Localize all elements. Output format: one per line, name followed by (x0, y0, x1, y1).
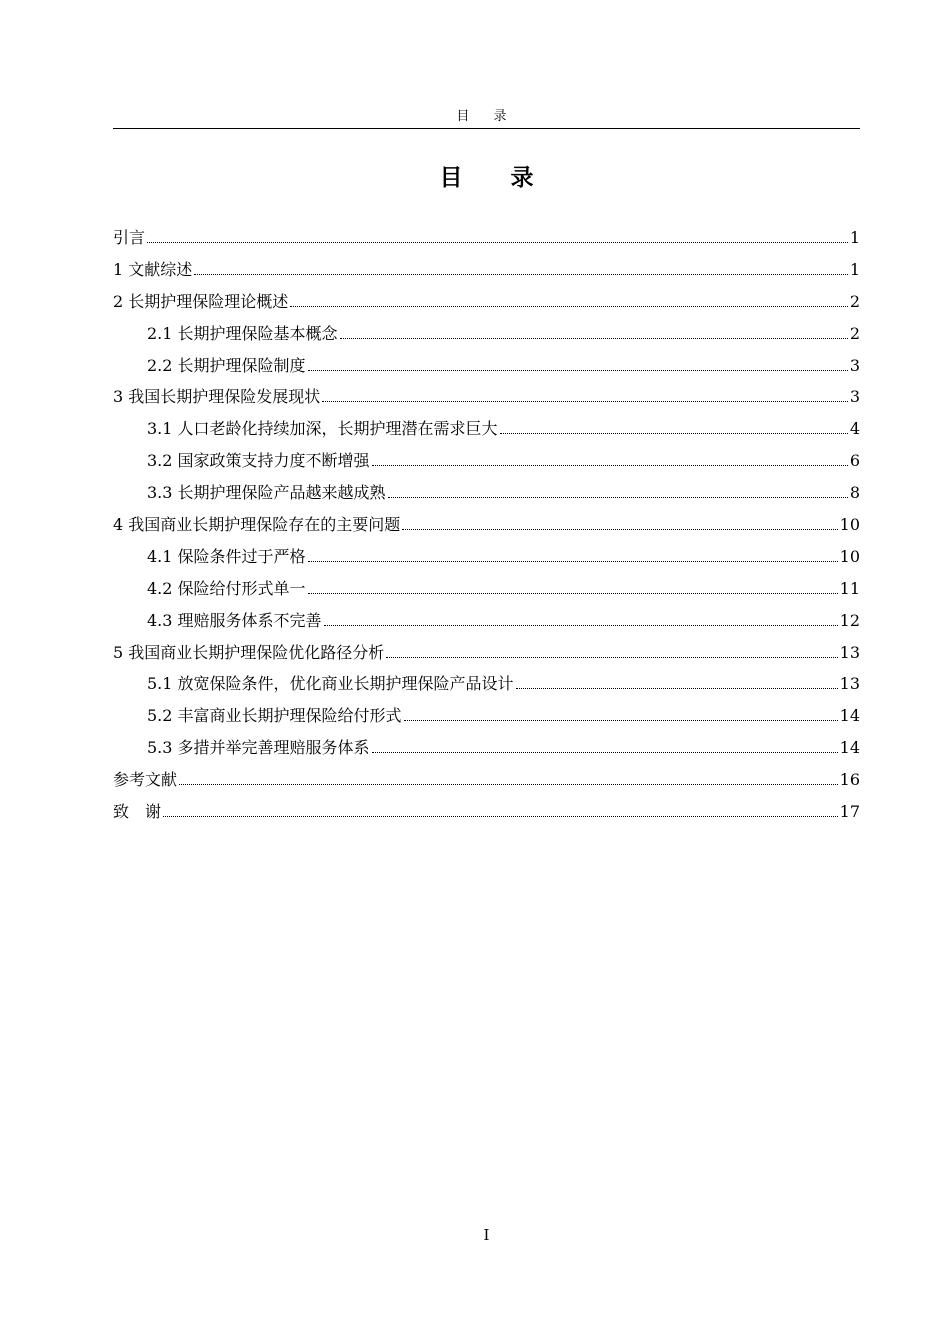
toc-entry[interactable] (113, 222, 860, 254)
toc-entry-page: 10 (839, 515, 860, 535)
toc-entry[interactable] (113, 254, 860, 286)
toc-entry-page: 3 (849, 355, 860, 375)
toc-dot-leader (500, 433, 848, 434)
toc-entry-label: 4 我国商业长期护理保险存在的主要问题 (113, 515, 401, 535)
toc-dot-leader (324, 625, 838, 626)
toc-dot-leader (372, 465, 848, 466)
toc-dot-leader (290, 306, 848, 307)
toc-dot-leader (402, 529, 837, 530)
toc-dot-leader (179, 784, 838, 785)
toc-entry[interactable] (113, 573, 860, 605)
toc-entry-label: 4.1 保险条件过于严格 (147, 546, 306, 566)
toc-entry-page: 3 (849, 387, 860, 407)
toc-entry-label: 致 谢 (113, 802, 162, 822)
toc-entry[interactable] (113, 668, 860, 700)
toc-entry-label: 2.1 长期护理保险基本概念 (147, 323, 338, 343)
toc-entry-page: 10 (839, 546, 860, 566)
toc-dot-leader (404, 720, 838, 721)
toc-entry[interactable] (113, 350, 860, 382)
toc-entry-label: 2.2 长期护理保险制度 (147, 355, 306, 375)
toc-dot-leader (194, 274, 848, 275)
toc-entry-label: 5.3 多措并举完善理赔服务体系 (147, 738, 370, 758)
toc-dot-leader (308, 561, 838, 562)
toc-entry-page: 11 (839, 578, 860, 598)
toc-entry-page: 16 (839, 770, 860, 790)
toc-dot-leader (322, 401, 848, 402)
toc-entry-label: 3 我国长期护理保险发展现状 (113, 387, 321, 407)
toc-entry-label: 参考文献 (113, 770, 178, 790)
toc-dot-leader (163, 816, 838, 817)
toc-dot-leader (372, 752, 838, 753)
table-of-contents (113, 222, 860, 828)
toc-entry-page: 13 (839, 642, 860, 662)
toc-entry[interactable] (113, 509, 860, 541)
toc-entry[interactable] (113, 541, 860, 573)
toc-entry-page: 14 (839, 706, 860, 726)
toc-entry-label: 4.3 理赔服务体系不完善 (147, 610, 322, 630)
toc-dot-leader (386, 657, 837, 658)
toc-entry-label: 3.1 人口老龄化持续加深，长期护理潜在需求巨大 (147, 419, 498, 439)
toc-entry-label: 1 文献综述 (113, 259, 193, 279)
toc-entry[interactable] (113, 318, 860, 350)
toc-entry[interactable] (113, 477, 860, 509)
toc-entry-page: 2 (849, 323, 860, 343)
toc-entry-page: 1 (849, 259, 860, 279)
toc-entry-label: 5 我国商业长期护理保险优化路径分析 (113, 642, 385, 662)
toc-dot-leader (147, 242, 848, 243)
toc-entry[interactable] (113, 700, 860, 732)
toc-entry[interactable] (113, 445, 860, 477)
toc-entry-page: 2 (849, 291, 860, 311)
running-header: 目 录 (456, 109, 517, 124)
toc-dot-leader (388, 497, 848, 498)
header-rule (113, 128, 860, 129)
toc-entry[interactable] (113, 764, 860, 796)
toc-dot-leader (308, 593, 838, 594)
page-title: 目 录 (439, 165, 554, 191)
toc-entry-label: 5.1 放宽保险条件，优化商业长期护理保险产品设计 (147, 674, 514, 694)
toc-entry-label: 引言 (113, 228, 146, 247)
toc-entry-label: 3.2 国家政策支持力度不断增强 (147, 451, 370, 471)
page-number: I (483, 1226, 490, 1244)
toc-entry-label: 4.2 保险给付形式单一 (147, 578, 306, 598)
toc-entry[interactable] (113, 413, 860, 445)
toc-entry-page: 8 (849, 483, 860, 503)
toc-entry-page: 12 (839, 610, 860, 630)
toc-entry-page: 17 (839, 802, 860, 822)
toc-entry-page: 1 (849, 228, 860, 247)
toc-dot-leader (308, 370, 848, 371)
toc-entry-label: 3.3 长期护理保险产品越来越成熟 (147, 483, 386, 503)
toc-entry-label: 5.2 丰富商业长期护理保险给付形式 (147, 706, 402, 726)
toc-entry[interactable] (113, 637, 860, 669)
toc-entry[interactable] (113, 796, 860, 828)
toc-entry-page: 13 (839, 674, 860, 694)
toc-entry-page: 6 (849, 451, 860, 471)
toc-dot-leader (516, 688, 838, 689)
toc-entry-page: 14 (839, 738, 860, 758)
toc-entry-label: 2 长期护理保险理论概述 (113, 291, 289, 311)
toc-entry[interactable] (113, 381, 860, 413)
toc-dot-leader (340, 338, 848, 339)
toc-entry[interactable] (113, 732, 860, 764)
toc-entry-page: 4 (849, 419, 860, 439)
toc-entry[interactable] (113, 605, 860, 637)
toc-entry[interactable] (113, 286, 860, 318)
